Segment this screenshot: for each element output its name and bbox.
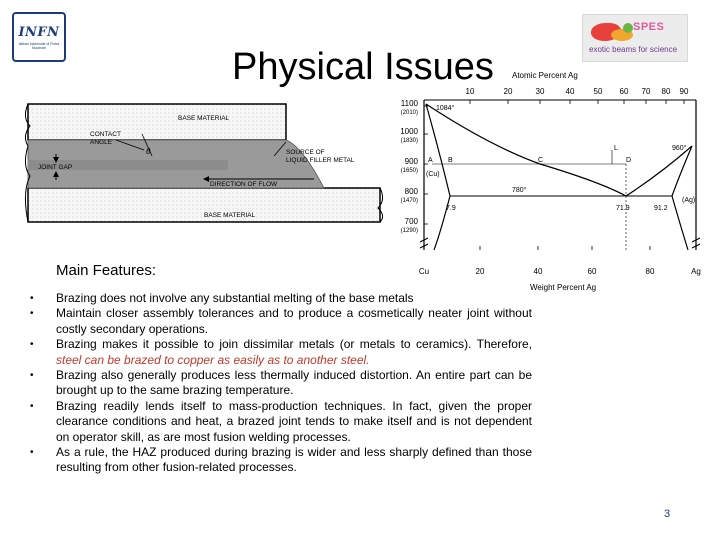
feature-highlight: steel can be brazed to copper as easily as to another steel. [56,352,370,367]
infn-logo [12,12,66,62]
label-cu-melt: 1084° [436,105,455,112]
label-cu-phase: (Cu) [426,171,440,178]
y-tick-label-f: (1830) [400,138,418,144]
label-joint-gap: JOINT GAP [38,164,73,171]
label-source-filler-line: SOURCE OF [286,149,325,156]
top-base-plate [28,104,286,140]
label-ag-melt: 960° [672,145,687,152]
label-contact-angle-line: ANGLE [90,139,113,146]
spes-logo [582,14,688,62]
y-tick-label: 700 [404,217,418,226]
feature-item [30,306,532,337]
top-tick-label: 20 [503,87,513,96]
bottom-tick-label: Cu [418,267,430,276]
brazed-joint-diagram [24,96,396,244]
bottom-tick-label: 40 [533,267,543,276]
y-tick-label-f: (1290) [400,228,418,234]
top-tick-label: 40 [565,87,575,96]
feature-text: Brazing does not involve any substantial melting of the base metals [56,291,414,305]
spes-logo-tagline: exotic beams for science [589,45,678,54]
label-comp-left: 7.9 [446,205,456,212]
feature-text: Maintain closer assembly tolerances and to produce a cosmetically neater joint without costly secondary operations. [56,306,532,336]
y-tick-label: 1000 [400,127,418,136]
label-contact-angle-line: CONTACT [90,131,121,138]
feature-item [30,337,532,368]
top-tick-label: 70 [641,87,651,96]
label-source-filler [286,149,355,164]
infn-logo-text: INFN [18,24,60,40]
features-heading: Main Features: [56,262,157,279]
label-ag-phase: (Ag) [682,197,696,204]
top-tick-label: 50 [593,87,603,96]
feature-item [30,399,532,445]
liquidus-curve [426,104,692,196]
y-tick-label-f: (1650) [400,168,418,174]
page-number: 3 [664,508,671,520]
y-tick-label: 1100 [400,99,418,108]
feature-text: Brazing readily lends itself to mass-production techniques. In fact, given the proper clearance conditions and heat, a brazed joint tends to make itself and is not dependent on operator skill, as are most fusion welding processes. [56,398,532,444]
top-tick-label: 10 [465,87,475,96]
top-tick-label: 80 [661,87,671,96]
feature-item [30,291,532,306]
y-tick-label: 800 [404,187,418,196]
top-tick-label: 60 [619,87,629,96]
label-base-material-top: BASE MATERIAL [178,115,230,122]
label-comp-eutectic: 71.9 [616,205,630,212]
bottom-axis-ticks [419,246,701,276]
top-axis-ticks [466,87,689,104]
feature-text: Brazing makes it possible to join dissimilar metals (or metals to ceramics). Therefore, [56,337,532,352]
bottom-tick-label: 80 [645,267,655,276]
feature-text: Brazing also generally produces less thermally induced distortion. An entire part can be brought up to the same brazing temperature. [56,368,532,398]
feature-text: As a rule, the HAZ produced during brazing is wider and less sharply defined than those resulting from other fusion-related processes. [56,445,532,475]
y-tick-label: 900 [404,157,418,166]
y-tick-label-f: (1470) [400,198,418,204]
label-liquid: L [614,145,618,152]
label-point-d: D [626,157,632,164]
y-tick-label-f: (2010) [400,110,418,116]
cu-ag-phase-diagram [370,64,720,300]
bottom-tick-label: 60 [587,267,597,276]
label-eutectic-temp: 780° [512,187,527,194]
label-point-b: B [448,157,453,164]
label-theta: θ [146,147,151,156]
label-point-a: A [428,157,433,164]
label-point-c: C [538,157,544,164]
spes-logo-shape [623,23,633,33]
infn-logo-subtext: Istituto Nazionale di Fisica Nucleare [18,41,60,50]
features-list [30,291,532,476]
label-base-material-bottom: BASE MATERIAL [204,212,256,219]
label-comp-right: 91.2 [654,205,668,212]
label-source-filler-line: LIQUID FILLER METAL [286,157,355,164]
top-axis-title: Atomic Percent Ag [512,71,578,80]
top-tick-label: 30 [535,87,545,96]
label-direction-flow: DIRECTION OF FLOW [210,181,278,188]
bottom-tick-label: 20 [475,267,485,276]
bottom-tick-label: Ag [691,267,701,276]
feature-item [30,445,532,476]
bottom-axis-title: Weight Percent Ag [530,283,597,292]
slide-title: Physical Issues [232,46,494,88]
spes-logo-wordmark: SPES [633,21,665,33]
top-tick-label: 90 [679,87,689,96]
feature-item [30,368,532,399]
